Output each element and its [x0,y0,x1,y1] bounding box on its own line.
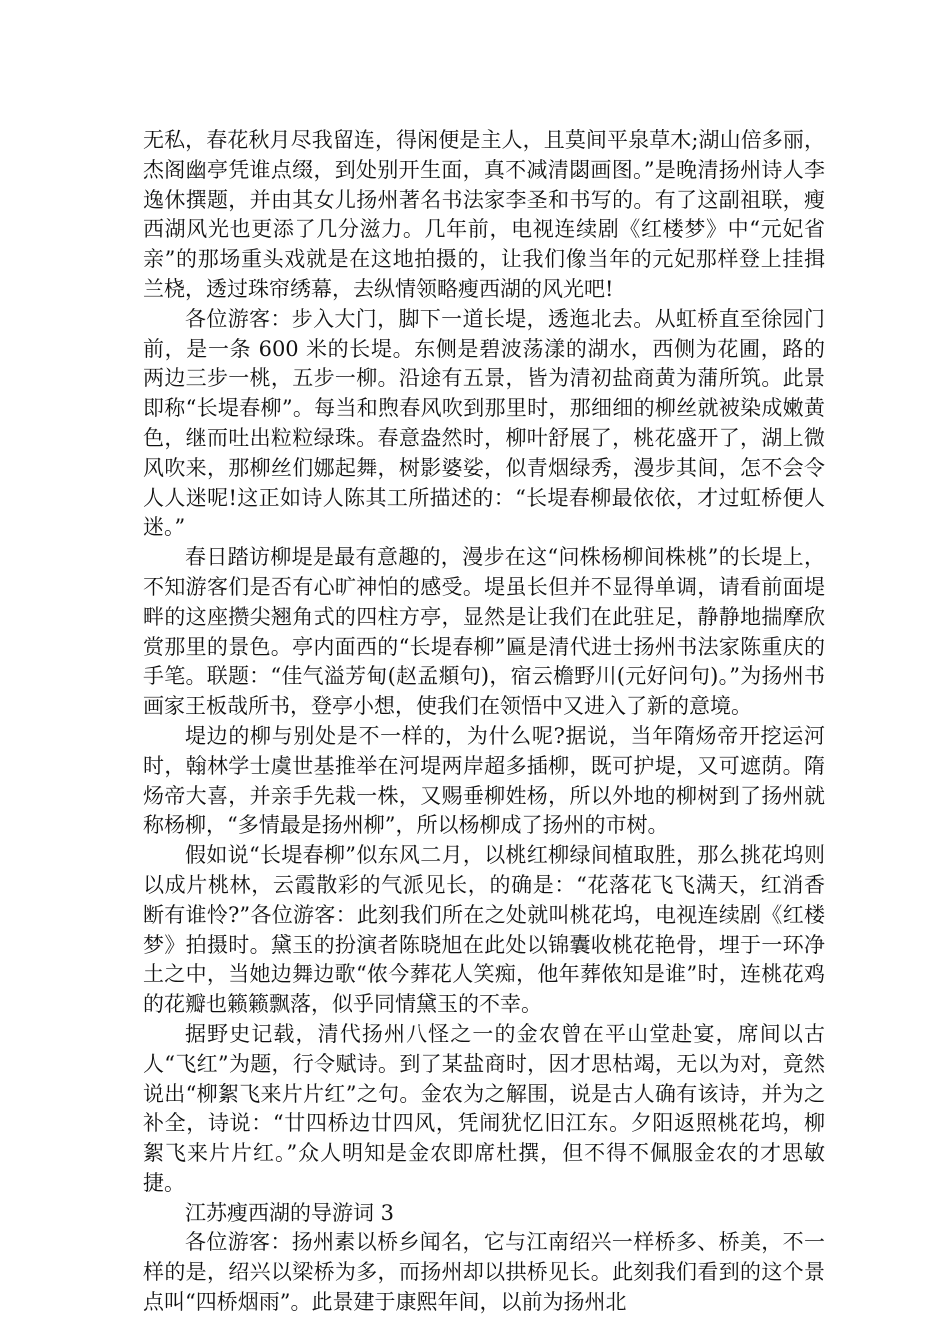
paragraph-jin-nong: 据野史记载，清代扬州八怪之一的金农曾在平山堂赴宴，席间以古人“飞红”为题，行令赋诗。到了某盐商时，因才思枯竭，无以为对，竟然说出“柳絮飞来片片红”之句。金农为之解围，说是古人确有该诗，并为之补全，诗说：“廿四桥边廿四风，凭闹犹忆旧江东。夕阳返照桃花坞，柳絮飞来片片红。”众人明知是金农即席杜撰，但不得不佩服金农的才思敏捷。 [143,1021,825,1195]
document-body [143,126,825,1318]
paragraph-spring-visit: 春日踏访柳堤是最有意趣的，漫步在这“问株杨柳间株桃”的长堤上，不知游客们是否有心旷神怕的感受。堤虽长但并不显得单调，请看前面堤畔的这座攒尖翘角式的四柱方亭，显然是让我们在此驻足，静静地揣摩欣赏那里的景色。亭内面西的“长堤春柳”匾是清代进士扬州书法家陈重庆的手笔。联题：“佳气溢芳甸(赵孟頫句)，宿云檐野川(元好问句)。”为扬州书画家王板哉所书，登亭小想，使我们在领悟中又进入了新的意境。 [143,545,825,719]
paragraph-willow: 堤边的柳与别处是不一样的，为什么呢?据说，当年隋炀帝开挖运河时，翰林学士虞世基推举在河堤两岸超多插柳，既可护堤，又可遮荫。隋炀帝大喜，并亲手先栽一株，又赐垂柳姓杨，所以外地的柳树到了扬州就称杨柳，“多情最是扬州柳”，所以杨柳成了扬州的市树。 [143,723,825,838]
paragraph-continuation: 无私，春花秋月尽我留连，得闲便是主人，且莫间平泉草木;湖山倍多丽，杰阁幽亭凭谁点缀，到处别开生面，真不减清閟画图。”是晚清扬州诗人李逸休撰题，并由其女儿扬州著名书法家李圣和书写的。有了这副祖联，瘦西湖风光也更添了几分滋力。几年前，电视连续剧《红楼梦》中“元妃省亲”的那场重头戏就是在这地拍摄的，让我们像当年的元妃那样登上挂揖兰桡，透过珠帘绣幕，去纵情领略瘦西湖的风光吧! [143,128,825,301]
paragraph-bridges: 各位游客：扬州素以桥乡闻名，它与江南绍兴一样桥多、桥美，不一样的是，绍兴以梁桥为多，而扬州却以拱桥见长。此刻我们看到的这个景点叫“四桥烟雨”。此景建于康熙年间，以前为扬州北 [143,1230,825,1315]
paragraph-long-dike: 各位游客：步入大门，脚下一道长堤，透迤北去。从虹桥直至徐园门前，是一条 600 米的长堤。东侧是碧波荡漾的湖水，西侧为花圃，路的两边三步一桃，五步一柳。沿途有五景，皆为清初盐商黄为蒲所筑。此景即称“长堤春柳”。每当和煦春风吹到那里时，那细细的柳丝就被染成嫩黄色，继而吐出粒粒绿珠。春意盎然时，柳叶舒展了，桃花盛开了，湖上微风吹来，那柳丝们娜起舞，树影婆娑，似青烟绿秀，漫步其间，怎不会令人人迷呢!这正如诗人陈其工所描述的：“长堤春柳最依依，才过虹桥便人迷。” [143,306,825,540]
section-heading: 江苏瘦西湖的导游词 3 [185,1200,395,1225]
paragraph-peach-blossom: 假如说“长堤春柳”似东风二月，以桃红柳绿间植取胜，那么挑花坞则以成片桃林，云霞散彩的气派见长，的确是：“花落花飞飞满天，红消香断有谁怜?”各位游客：此刻我们所在之处就叫桃花坞，电视连续剧《红楼梦》拍摄时。黛玉的扮演者陈晓旭在此处以锦囊收桃花艳骨，埋于一环净土之中，当她边舞边歌“侬今葬花人笑痴，他年葬侬知是谁”时，连桃花鸡的花瓣也籁籁飘落，似乎同情黛玉的不幸。 [143,843,825,1017]
